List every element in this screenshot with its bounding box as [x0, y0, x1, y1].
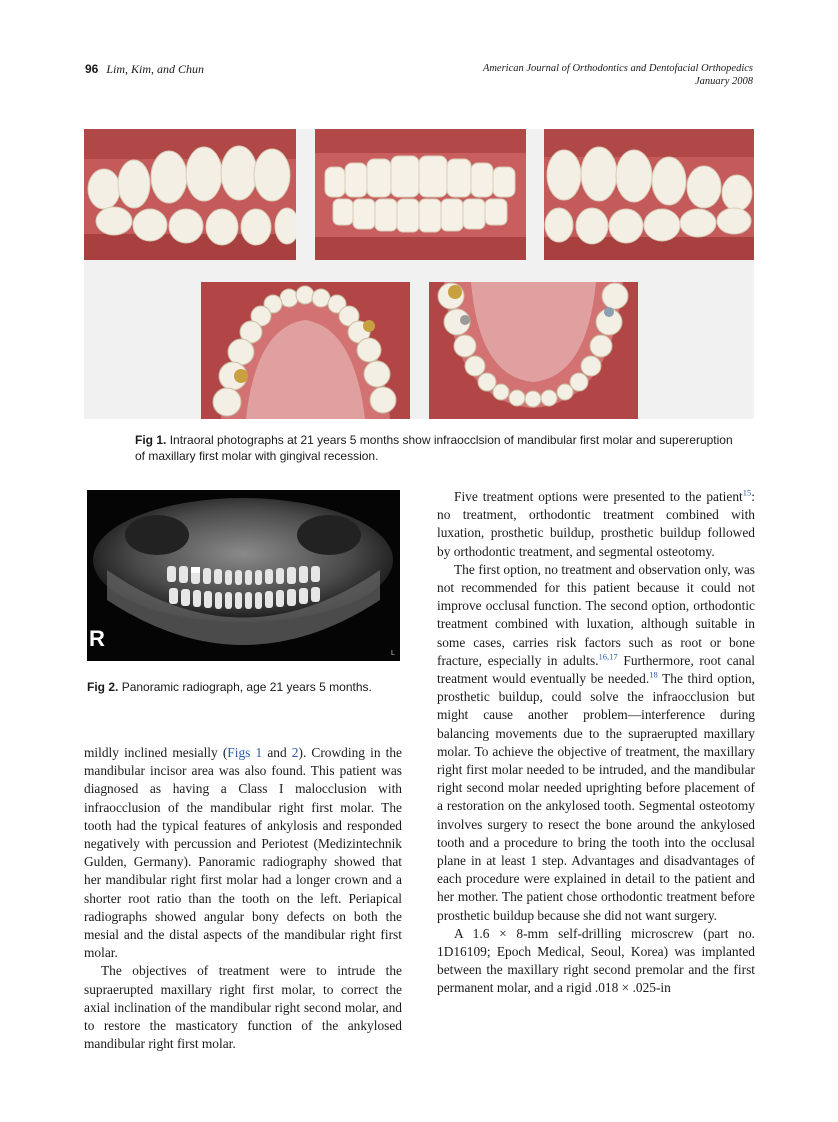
panoramic-radiograph: [87, 490, 400, 661]
radiograph-right-marker: R: [89, 626, 105, 651]
ref-15[interactable]: 15: [742, 487, 752, 498]
ref-16-17[interactable]: 16,17: [598, 651, 618, 662]
ref-18[interactable]: 18: [649, 669, 658, 680]
left-p1-text-b: and: [262, 745, 292, 760]
right-p2-text-c: The third option, prosthetic buildup, could solve the infraocclusion but might cause another problem—interference during balancing movements due to the supraerupted maxillary molar. To achieve the objective of treatment, the maxillary right first molar needed to be intruded, and the mandibular right second molar needed uprighting before placement of a restoration on the ankylosed tooth. Segmental osteotomy involves surgery to resect the bone around the ankylosed tooth and a procedure to bring the tooth into the occlusal plane in at least 1 step. Advantages and disadvantages of each procedure were explained in detail to the patient and her mother. The patient chose orthodontic treatment before prosthetic buildup because she did not want surgery.: [437, 671, 755, 923]
radiograph-left-marker: L: [391, 650, 395, 657]
right-buccal-photo: [84, 129, 296, 260]
fig-2-link[interactable]: 2: [291, 745, 299, 760]
right-p2-text-b: Furthermore, root canal treatment would eventually be needed.: [437, 652, 755, 687]
right-p2-text-a: The first option, no treatment and observation only, was not recommended for this patient because it could not improve occlusal function. The second option, orthodontic treatment combined with luxation, although suitable in some cases, carries risk factors such as root or bone fracture, especially in adults.: [437, 561, 755, 668]
issue-date: January 2008: [694, 76, 753, 87]
right-paragraph-2: [437, 561, 755, 925]
left-p1-text-a: mildly inclined mesially (: [84, 745, 228, 760]
running-authors: Lim, Kim, and Chun: [106, 62, 205, 76]
right-p1-text-a: Five treatment options were presented to the patient: [454, 489, 743, 504]
left-text-column: [84, 744, 402, 1053]
mandibular-occlusal-photo: [429, 282, 638, 419]
figure-1-caption-text: Intraoral photographs at 21 years 5 months show infraocclsion of mandibular first molar and supereruption of maxillary first molar with gingival recession.: [135, 433, 733, 463]
left-buccal-photo: [544, 129, 754, 260]
figure-1-photographs: [84, 129, 754, 419]
figs-1-link[interactable]: Figs 1: [227, 745, 263, 760]
left-paragraph-1: [84, 744, 402, 962]
right-p1-text-b: : no treatment, orthodontic treatment combined with luxation, prosthetic buildup, prosthetic buildup followed by orthodontic treatment, and segmental osteotomy.: [437, 489, 755, 559]
figure-2-caption-text: Panoramic radiograph, age 21 years 5 months.: [121, 680, 372, 694]
left-paragraph-2: The objectives of treatment were to intrude the supraerupted maxillary right first molar, to correct the axial inclination of the mandibular right second molar, and to restore the masticatory function of the ankylosed mandibular right first molar.: [84, 963, 402, 1052]
right-text-column: [437, 488, 755, 998]
running-header-right: [483, 62, 753, 88]
page-number: 96: [85, 62, 99, 76]
figure-1-caption: [135, 433, 735, 464]
running-header-left: [85, 62, 204, 77]
right-paragraph-3: A 1.6 × 8-mm self-drilling microscrew (part no. 1D16109; Epoch Medical, Seoul, Korea) was implanted between the maxillary right second premolar and the first permanent molar, and a rigid .018 × .025-in: [437, 925, 755, 996]
frontal-photo: [315, 129, 526, 260]
journal-title: American Journal of Orthodontics and Dentofacial Orthopedics: [482, 63, 753, 74]
figure-1-label: Fig 1.: [135, 433, 167, 447]
maxillary-occlusal-photo: [201, 282, 410, 419]
left-p1-text-c: ). Crowding in the mandibular incisor area was also found. This patient was diagnosed as having a Class I malocclusion with infraocclusion of the mandibular right first molar. The tooth had the typical features of ankylosis and responded negatively with percussion and Periotest (Medizintechnik Gulden, Germany). Panoramic radiography showed that her mandibular right first molar had a longer crown and a shorter root ratio than the tooth on the left. Periapical radiographs showed angular bony defects on both the mesial and the distal aspects of the mandibular right first molar.: [84, 745, 402, 961]
right-paragraph-1: [437, 488, 755, 561]
figure-2-label: Fig 2.: [87, 680, 119, 694]
figure-2-caption: [87, 680, 372, 694]
